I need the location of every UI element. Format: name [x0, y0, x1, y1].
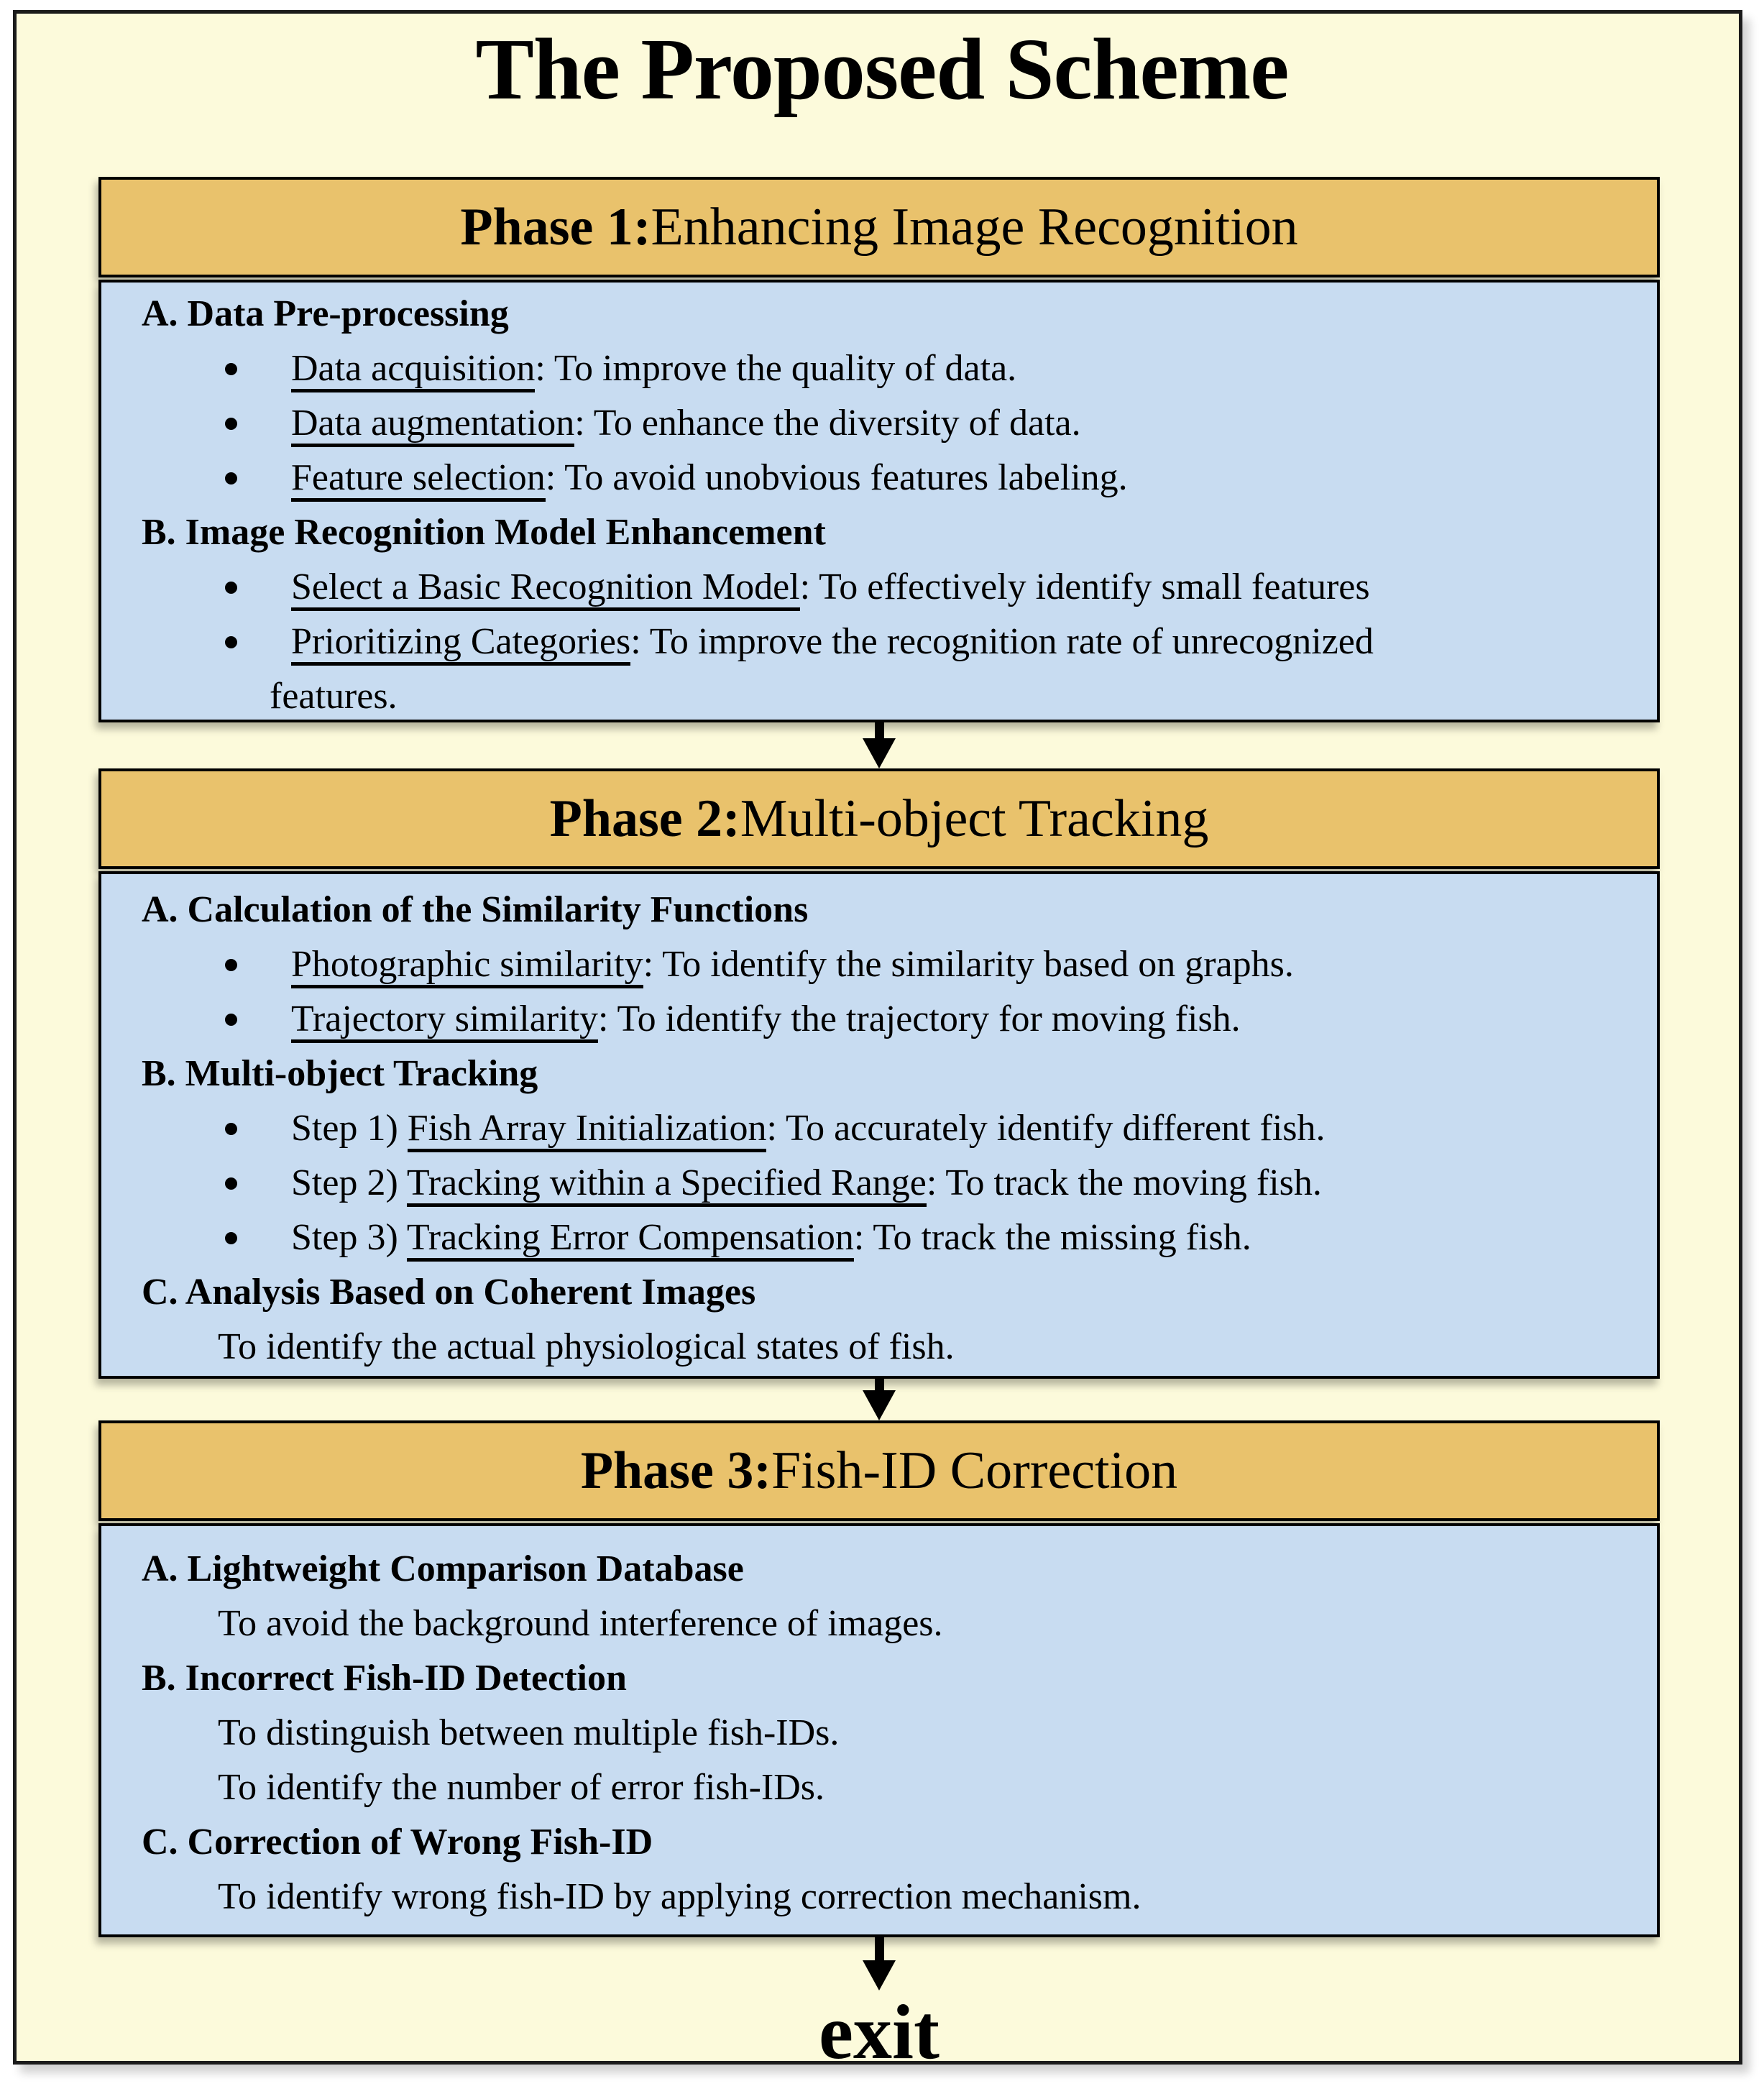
phase-body: [98, 1523, 1660, 1937]
step-prefix: Step 3): [291, 1217, 407, 1258]
phase-block: [98, 1420, 1660, 1937]
underlined-term: Select a Basic Recognition Model: [291, 566, 800, 611]
phase-block: [98, 177, 1660, 722]
section-heading: B. Incorrect Fish-ID Detection: [142, 1658, 627, 1699]
bullet-description: : To identify the similarity based on graphs.: [643, 944, 1294, 985]
section-heading: B. Image Recognition Model Enhancement: [142, 512, 826, 553]
phase-body: [98, 280, 1660, 722]
bullet-dot: [225, 959, 237, 971]
bullet-item: [101, 937, 1645, 992]
underlined-term: Prioritizing Categories: [291, 621, 630, 666]
flow-arrow-down: [98, 722, 1660, 768]
bullet-item: [101, 1101, 1645, 1156]
phase-header-bold-label: Phase 1:: [460, 198, 651, 257]
underlined-term: Trajectory similarity: [291, 998, 598, 1043]
underlined-term: Photographic similarity: [291, 944, 643, 988]
detail-line: To identify the actual physiological states of fish.: [218, 1326, 955, 1367]
arrow-head-icon: [863, 1390, 896, 1420]
phase-block: [98, 768, 1660, 1379]
arrow-head-icon: [863, 1960, 896, 1990]
phase-header-label: Fish-ID Correction: [771, 1441, 1178, 1500]
bullet-dot: [225, 636, 237, 648]
phase-body: [98, 871, 1660, 1379]
phase-header: [98, 768, 1660, 869]
section-heading: A. Lightweight Comparison Database: [142, 1548, 744, 1589]
step-prefix: Step 1): [291, 1108, 408, 1149]
underlined-term: Fish Array Initialization: [408, 1108, 767, 1152]
underlined-term: Tracking Error Compensation: [407, 1217, 854, 1262]
detail-line: To identify wrong fish-ID by applying correction mechanism.: [218, 1876, 1141, 1917]
page-title: The Proposed Scheme: [475, 21, 1289, 118]
bullet-description: : To enhance the diversity of data.: [574, 403, 1081, 444]
phase-header-bold-label: Phase 3:: [580, 1441, 771, 1500]
phase-header-bold-label: Phase 2:: [549, 789, 740, 848]
section-heading: C. Analysis Based on Coherent Images: [142, 1272, 756, 1313]
flow-arrow-down: [98, 1937, 1660, 1990]
phase-header-label: Enhancing Image Recognition: [651, 198, 1298, 257]
bullet-description: : To improve the recognition rate of unrecognized: [630, 621, 1374, 662]
bullet-dot: [225, 1123, 237, 1135]
bullet-dot: [225, 472, 237, 485]
bullet-item: [101, 992, 1645, 1047]
bullet-description: : To avoid unobvious features labeling.: [545, 457, 1128, 498]
bullet-dot: [225, 1232, 237, 1244]
detail-line: To identify the number of error fish-IDs.: [218, 1767, 825, 1808]
bullet-dot: [225, 1014, 237, 1026]
section-heading: A. Data Pre-processing: [142, 293, 509, 334]
phase-header-label: Multi-object Tracking: [740, 789, 1209, 848]
bullet-description: : To track the missing fish.: [853, 1217, 1251, 1258]
bullet-description: : To identify the trajectory for moving fish.: [598, 998, 1241, 1039]
underlined-term: Feature selection: [291, 457, 546, 502]
detail-line: To avoid the background interference of images.: [218, 1603, 943, 1644]
arrow-head-icon: [863, 738, 896, 768]
bullet-item: [101, 396, 1645, 451]
bullet-description: : To improve the quality of data.: [535, 348, 1017, 389]
bullet-description-wrap: features.: [270, 676, 398, 717]
bullet-description: : To accurately identify different fish.: [766, 1108, 1326, 1149]
bullet-description: : To effectively identify small features: [799, 566, 1370, 607]
exit-label: exit: [819, 1990, 940, 2075]
underlined-term: Tracking within a Specified Range: [407, 1162, 927, 1207]
bullet-item: [101, 1211, 1645, 1265]
arrow-stem: [875, 1379, 884, 1390]
bullet-dot: [225, 418, 237, 430]
bullet-item: [101, 1156, 1645, 1211]
underlined-term: Data acquisition: [291, 348, 535, 392]
flow-arrow-down: [98, 1379, 1660, 1420]
phase-header: [98, 1420, 1660, 1521]
arrow-stem: [875, 722, 884, 738]
detail-line: To distinguish between multiple fish-IDs.: [218, 1712, 840, 1753]
section-heading: C. Correction of Wrong Fish-ID: [142, 1822, 653, 1863]
bullet-item: [101, 560, 1645, 615]
section-heading: B. Multi-object Tracking: [142, 1053, 538, 1094]
scheme-flow: [98, 177, 1660, 2073]
section-heading: A. Calculation of the Similarity Functions: [142, 889, 809, 930]
underlined-term: Data augmentation: [291, 403, 574, 447]
bullet-item: [101, 615, 1645, 724]
arrow-stem: [875, 1937, 884, 1960]
bullet-item: [101, 451, 1645, 505]
bullet-dot: [225, 1177, 237, 1190]
bullet-item: [101, 341, 1645, 396]
bullet-dot: [225, 582, 237, 594]
step-prefix: Step 2): [291, 1162, 407, 1203]
phase-header: [98, 177, 1660, 277]
bullet-dot: [225, 363, 237, 375]
bullet-description: : To track the moving fish.: [926, 1162, 1322, 1203]
